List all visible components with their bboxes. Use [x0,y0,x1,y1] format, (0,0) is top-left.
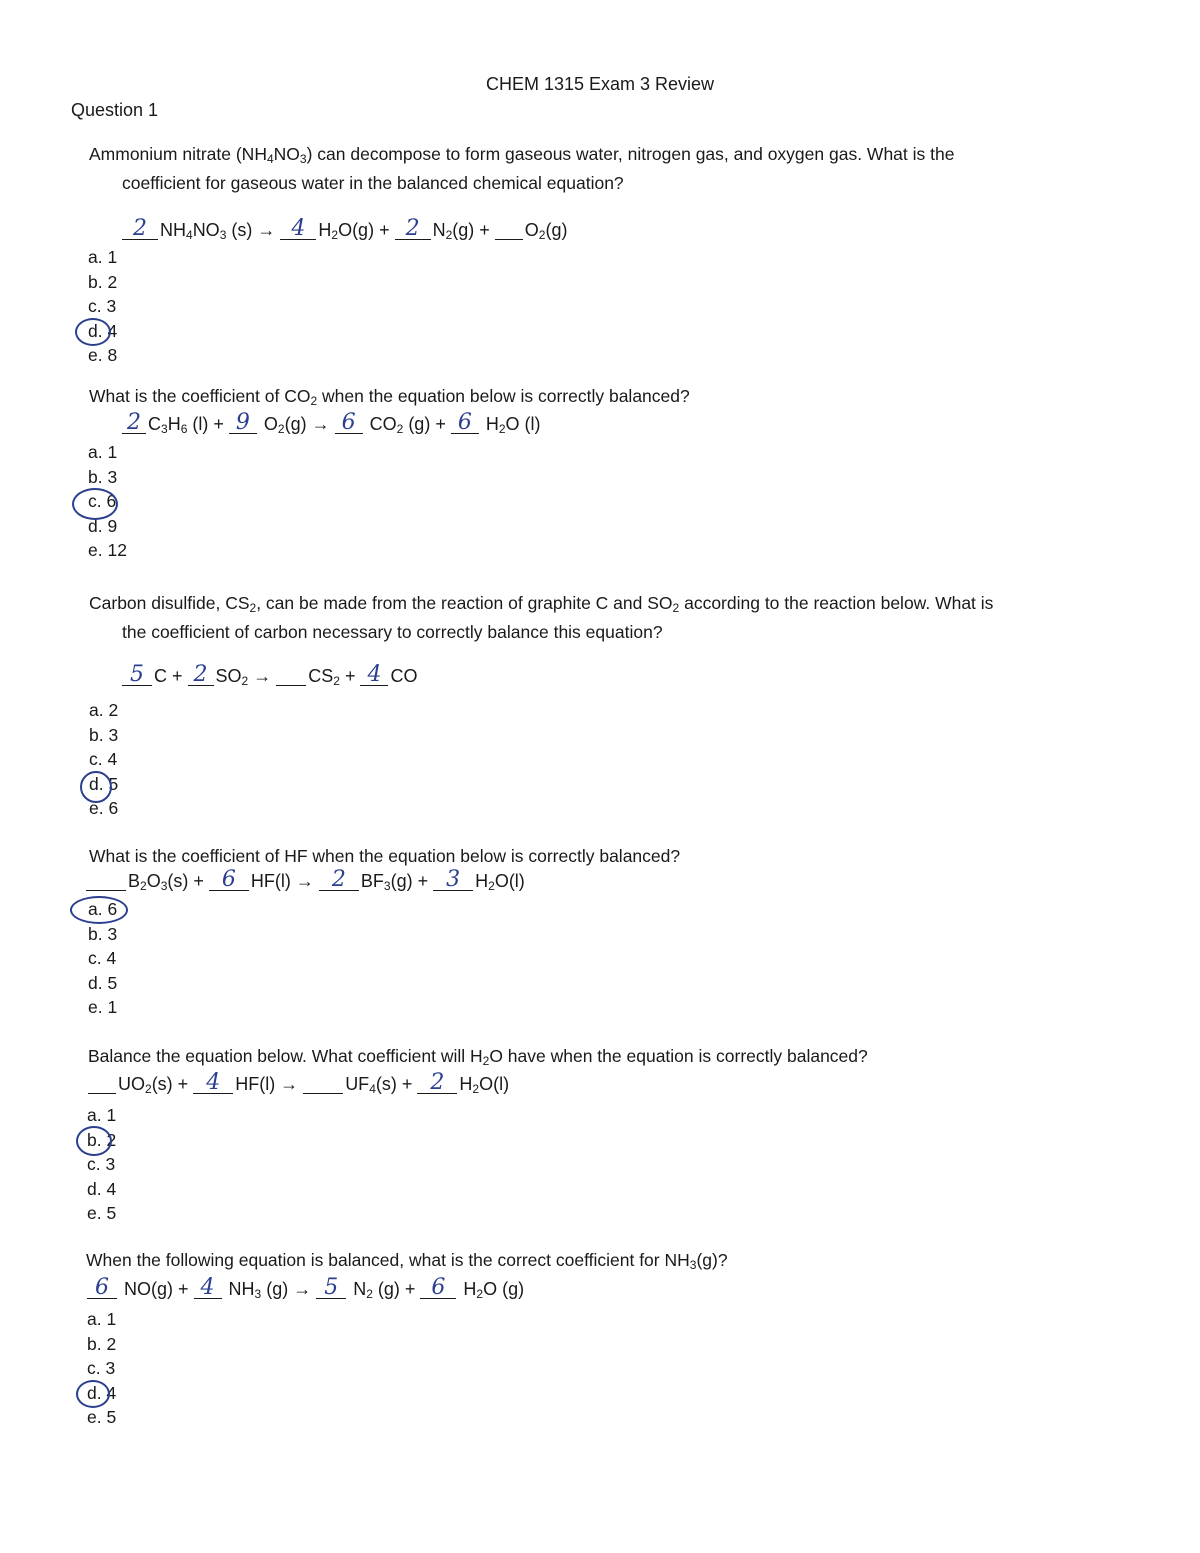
option-b: b. 2 [88,271,118,292]
question-4-stem: What is the coefficient of HF when the equation below is correctly balanced? [89,846,681,866]
option-e: e. 8 [88,345,118,365]
option-d: d. 9 [88,515,118,536]
handwritten-coefficient: 6 [87,1278,117,1299]
question-1-options [88,245,117,368]
handwritten-coefficient: 6 [420,1278,456,1299]
handwritten-coefficient: 3 [433,870,473,891]
option-e: e. 5 [87,1407,117,1427]
option-a: a. 2 [89,700,119,720]
handwritten-coefficient: 6 [209,870,249,891]
handwritten-coefficient: 2 [122,219,158,240]
option-d: d. 5 [89,773,119,794]
option-c: c. 4 [89,749,118,769]
option-d: d. 4 [88,320,118,341]
blank-coefficient [86,870,126,891]
option-d: d. 4 [87,1178,117,1199]
option-a: a. 1 [88,247,118,267]
answer-circle-mark [80,771,112,803]
option-a: a. 1 [87,1105,117,1125]
question-1-stem: Ammonium nitrate $(NH_4NO_3)$ can decompose to form gaseous water, nitrogen gas, and oxygen gas. What is the coefficient for gaseous water in the balanced chemical equation? [89,144,955,193]
answer-circle-mark [76,1380,110,1408]
option-e: e. 5 [87,1203,117,1223]
answer-circle-mark [70,896,128,924]
handwritten-coefficient: 4 [194,1278,222,1299]
handwritten-coefficient: 4 [360,665,388,686]
handwritten-coefficient: 2 [319,870,359,891]
option-e: e. 6 [89,798,119,818]
handwritten-coefficient: 4 [280,219,316,240]
option-b: b. 2 [87,1129,117,1150]
question-6-equation: 6 NO(g) + 4 $NH_3$ (g) → 5 $N_2$ (g) + 6 $H_2O$ (g) [87,1278,524,1300]
blank-coefficient [276,665,306,686]
question-5-equation: $UO_2(s) + 4$ $HF(l) \to UF_4(s) + 2$ $H_2O(l)$ [88,1073,509,1095]
option-d: d. 4 [87,1382,117,1403]
question-6-options [87,1307,116,1430]
option-a: a. 1 [88,442,118,462]
blank-coefficient [495,219,523,240]
option-c: c. 3 [88,296,117,316]
blank-coefficient [303,1073,343,1094]
option-e: e. 12 [88,540,127,560]
handwritten-coefficient: 4 [193,1073,233,1094]
handwritten-coefficient: 2 [188,665,214,686]
option-b: b. 3 [88,923,118,944]
handwritten-coefficient: 6 [335,413,363,434]
option-c: c. 3 [87,1154,116,1174]
answer-circle-mark [72,488,118,520]
page-title: CHEM 1315 Exam 3 Review [485,74,715,94]
question-3-stem: Carbon disulfide, $CS_2$, can be made from the reaction of graphite C and $SO_2$ according to the reaction below. What is the coefficient of carbon necessary to correctly balance this equation? [89,593,994,642]
option-b: b. 2 [87,1333,117,1354]
option-a: a. 6 [88,899,118,919]
question-2-equation: 2 $C_3H_6$ (l) + 9 $O_2(g) \to 6$ $CO_2$ (g) + 6 $H_2O$ (l) [122,413,541,435]
handwritten-coefficient: 5 [316,1278,346,1299]
handwritten-coefficient: 6 [451,413,479,434]
question-1-equation: 2 $NH_4NO_3$ (s) → 4 $H_2O(g) + 2$ $N_2(g) + O_2(g)$ [122,219,567,241]
option-d: d. 5 [88,972,118,993]
handwritten-coefficient: 2 [395,219,431,240]
handwritten-coefficient: 2 [417,1073,457,1094]
answer-circle-mark [75,318,111,346]
question-2-stem: What is the coefficient of $CO_2$ when the equation below is correctly balanced? [89,386,690,408]
option-b: b. 3 [88,466,118,487]
question-6-stem: When the following equation is balanced, what is the correct coefficient for $NH_3(g)$? [86,1250,728,1272]
option-e: e. 1 [88,997,118,1017]
handwritten-coefficient: 5 [122,665,152,686]
blank-coefficient [88,1073,116,1094]
option-b: b. 3 [89,724,119,745]
question-label: Question 1 [71,100,159,120]
option-c: c. 6 [88,491,117,511]
question-3-equation: 5 C + 2 $SO_2 \to CS_2 + 4$ CO [122,665,417,687]
option-c: c. 4 [88,948,117,968]
option-c: c. 3 [87,1358,116,1378]
answer-circle-mark [76,1126,112,1156]
handwritten-coefficient: 9 [229,413,257,434]
question-5-options [87,1103,116,1226]
option-a: a. 1 [87,1309,117,1329]
question-4-equation: $B_2O_3(s) + 6$ HF(l) → 2 $BF_3(g) + 3$ $H_2O(l)$ [86,870,525,892]
handwritten-coefficient: 2 [122,413,146,434]
question-5-stem: Balance the equation below. What coefficient will $H_2O$ have when the equation is correctly balanced? [88,1046,868,1068]
